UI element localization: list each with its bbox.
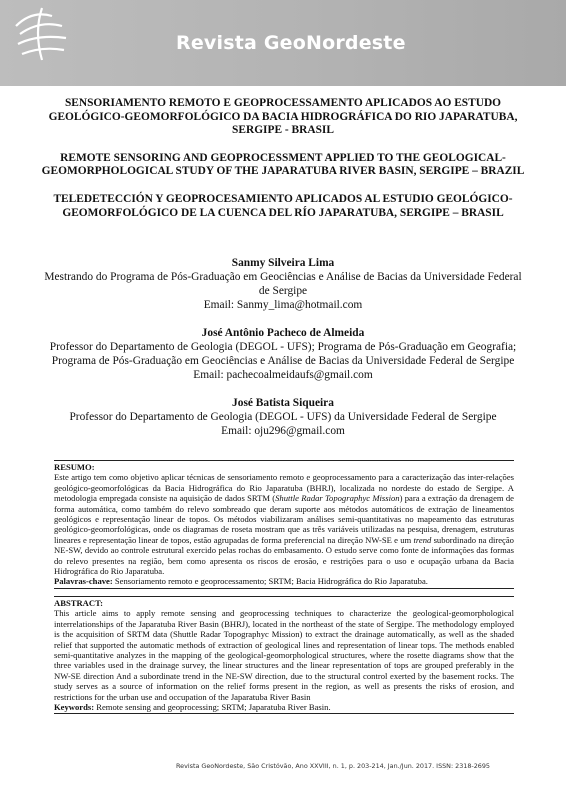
author-list bbox=[40, 256, 526, 452]
keywords-text: Remote sensing and geoprocessing; SRTM; Japaratuba River Basin. bbox=[94, 701, 331, 712]
resumo-text-italic: trend bbox=[413, 534, 432, 545]
title-english: REMOTE SENSORING AND GEOPROCESSMENT APPLIED TO THE GEOLOGICAL-GEOMORPHOLOGICAL STUDY OF THE JAPARATUBA RIVER BASIN, SERGIPE – BRAZIL bbox=[41, 151, 525, 178]
journal-banner bbox=[0, 0, 566, 86]
title-portuguese: SENSORIAMENTO REMOTO E GEOPROCESSAMENTO APLICADOS AO ESTUDO GEOLÓGICO-GEOMORFOLÓGICO DA BACIA HIDROGRÁFICA DO RIO JAPARATUBA, SERGIPE - BRASIL bbox=[48, 97, 518, 137]
abstracts-section bbox=[54, 460, 514, 714]
author-email: Email: Sanmy_lima@hotmail.com bbox=[203, 299, 363, 311]
author-affiliation: Professor do Departamento de Geologia (DEGOL - UFS); Programa de Pós-Graduação em Geografia; Programa de Pós-Graduação em Geociências e Análise de Bacias da Universidade Federal de Sergipe bbox=[49, 341, 517, 367]
author-affiliation: Mestrando do Programa de Pós-Graduação em Geociências e Análise de Bacias da Universidade Federal de Sergipe bbox=[44, 271, 522, 297]
author-block bbox=[40, 396, 526, 438]
keywords-label: Keywords: bbox=[54, 701, 95, 712]
resumo-block bbox=[54, 461, 514, 588]
author-block bbox=[40, 326, 526, 382]
resumo-text-part: Este artigo tem como objetivo aplicar técnicas de sensoriamento remoto e geoprocessamento para a caracterização das inter-relações geológico-geomorfológicas da Bacia Hidrográfica do Rio Japaratuba (BHRJ), localizada no nordeste do estado de Sergipe. A metodologia empregada consiste na aquisição de dados SRTM ( bbox=[54, 472, 514, 504]
title-spanish: TELEDETECCIÓN Y GEOPROCESAMIENTO APLICADOS AL ESTUDIO GEOLÓGICO-GEOMORFOLÓGICO DE LA CUENCA DEL RÍO JAPARATUBA, SERGIPE – BRASIL bbox=[53, 192, 513, 219]
resumo-heading: RESUMO: bbox=[54, 462, 95, 472]
author-name: José Batista Siqueira bbox=[232, 397, 334, 409]
keywords-label: Palavras-chave: bbox=[54, 576, 113, 587]
abstract-heading: ABSTRACT: bbox=[54, 597, 104, 608]
resumo-text-part: ) para a extração da drenagem de forma automática, como também do relevo sombreado que deram suporte aos métodos automáticos de extração de lineamentos geológicos e representação linear de topos. Os métodos viabilizaram análises semi-quantitativas no mapeamento das estruturas geológico-geomorfológicas, onde os diagramas de roseta mostram que as três variáveis utilizadas na pesquisa, drenagem, estruturas lineares e representação linear de topos, estão agrupadas de forma preferencial na direção NW-SE e um bbox=[54, 493, 514, 545]
keywords-text: Sensoriamento remoto e geoprocessamento; SRTM; Bacia Hidrográfica do Rio Japaratuba. bbox=[112, 576, 428, 587]
resumo-text-italic: Shuttle Radar Topographyc Mission bbox=[275, 493, 400, 504]
journal-title: Revista GeoNordeste bbox=[176, 32, 406, 54]
resumo-keywords bbox=[54, 576, 514, 586]
abstract-text: This article aims to apply remote sensing and geoprocessing techniques to characterize the geological-geomorphological interrelationships of the Japaratuba River Basin (BHRJ), located in the northeast of the state of Sergipe. The methodology employed is the acquisition of SRTM data (Shuttle Radar Topographyc Mission) to extract the drainage automatically, as well as the shaded relief that supported the automatic methods of extraction of geological lines and representation of linear tops. The methods enabled semi-quantitative analyzes in the mapping of the geological-geomorphological structures, where the rosette diagrams show that the three variables used in the drainage survey, the linear structures and the linear representation of tops are grouped preferably in the NW-SE direction And a subordinate trend in the NE-SW direction, due to the structural control exerted by the basement rocks. The study serves as a source of information on the relief forms present in the region, as well as presents the risks of erosion, and restrictions for the urban use and occupation of the Japaratuba River Basin bbox=[54, 608, 514, 702]
author-name: José Antônio Pacheco de Almeida bbox=[201, 327, 365, 339]
journal-logo-icon bbox=[12, 6, 72, 62]
page-footer-citation: Revista GeoNordeste, São Cristóvão, Ano XXVIII, n. 1, p. 203-214, Jan./Jun. 2017. ISSN: 2318-2695 bbox=[176, 762, 490, 770]
abstract-block bbox=[54, 597, 514, 713]
divider bbox=[54, 713, 514, 714]
author-affiliation: Professor do Departamento de Geologia (DEGOL - UFS) da Universidade Federal de Sergipe bbox=[69, 411, 497, 423]
author-block bbox=[40, 256, 526, 312]
author-name: Sanmy Silveira Lima bbox=[231, 257, 335, 269]
author-email: Email: oju296@gmail.com bbox=[221, 425, 345, 437]
resumo-text bbox=[54, 472, 514, 576]
author-email: Email: pachecoalmeidaufs@gmail.com bbox=[193, 369, 373, 381]
resumo-text-part: subordinado na direção NE-SW, devido ao controle estrutural exercido pelas rochas do embasamento. O estudo serve como fonte de informações das formas do relevo presentes na região, bem como apresenta os riscos de erosão, e restrições para o uso e ocupação urbana da Bacia Hidrográfica do Rio Japaratuba. bbox=[54, 534, 514, 577]
article-titles bbox=[40, 97, 526, 234]
abstract-keywords bbox=[54, 702, 514, 712]
